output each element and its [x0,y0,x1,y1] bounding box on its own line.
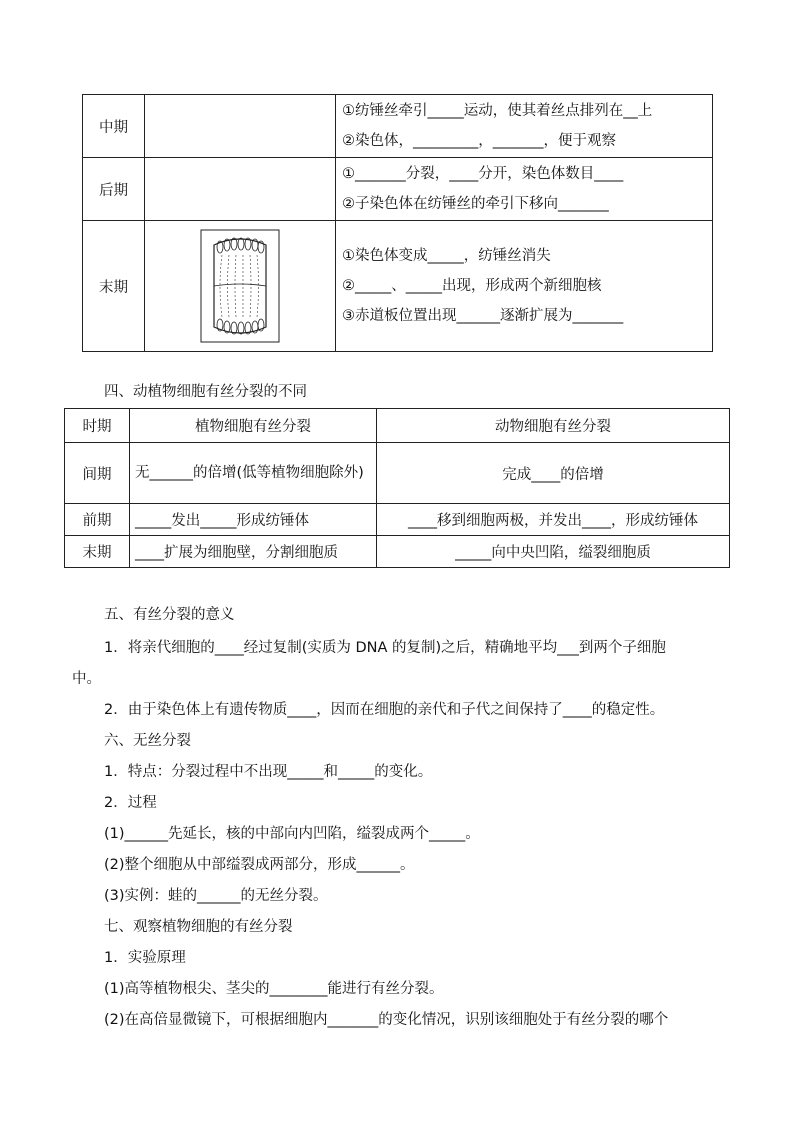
header-cell: 植物细胞有丝分裂 [130,409,377,443]
table-row [65,536,730,568]
paragraph: 2．过程 [104,795,157,811]
animal-cell: ____移到细胞两极，并发出____，形成纺锤体 [377,504,730,536]
stage-cell: 前期 [65,504,130,536]
animal-cell: _____向中央凹陷，缢裂细胞质 [377,536,730,568]
paragraph: 1．实验原理 [104,950,186,966]
plant-animal-comparison-table [64,408,730,568]
table-row [65,443,730,504]
paragraph: 2．由于染色体上有遗传物质____，因而在细胞的亲代和子代之间保持了____的稳定性。 [104,702,665,718]
plant-cell: ____扩展为细胞壁，分割细胞质 [130,536,377,568]
plant-cell: _____发出_____形成纺锤体 [130,504,377,536]
paragraph: 1．将亲代细胞的____经过复制(实质为 DNA 的复制)之后，精确地平均___到两个子细胞 [104,640,666,656]
table-row [83,95,713,158]
table-header-row [65,409,730,443]
description-line: ③赤道板位置出现______逐渐扩展为_______ [342,308,624,324]
figure-cell [145,221,336,352]
section-7-title: 七、观察植物细胞的有丝分裂 [104,919,293,935]
stage-cell: 末期 [65,536,130,568]
figure-cell [145,95,336,158]
description-line: ①_______分裂，____分开，染色体数目____ [342,166,624,182]
description-line: ②子染色体在纺锤丝的牵引下移向_______ [342,196,609,212]
paragraph: 中。 [72,671,101,687]
figure-cell [145,158,336,221]
paragraph: (2)在高倍显微镜下，可根据细胞内_______的变化情况，识别该细胞处于有丝分裂的哪个 [104,1012,669,1028]
section-5-title: 五、有丝分裂的意义 [104,607,235,623]
animal-cell: 完成____的倍增 [377,443,730,504]
telophase-cell-diagram [200,229,280,343]
description-line: ①染色体变成_____，纺锤丝消失 [342,248,551,264]
stage-cell: 末期 [83,221,145,352]
paragraph: (2)整个细胞从中部缢裂成两部分，形成______。 [104,857,415,873]
description-cell [336,221,713,352]
description-line: ②染色体，_________，_______，便于观察 [342,133,616,149]
section-6-title: 六、无丝分裂 [104,733,191,749]
description-line: ①纺锤丝牵引_____运动，使其着丝点排列在__上 [342,103,653,119]
paragraph: 1．特点：分裂过程中不出现_____和_____的变化。 [104,764,433,780]
mitosis-stage-table [82,94,713,352]
description-line: ②_____、_____出现，形成两个新细胞核 [342,278,602,294]
description-cell [336,158,713,221]
plant-cell: 无______的倍增(低等植物细胞除外) [130,443,377,504]
table-row [83,158,713,221]
table-row [83,221,713,352]
header-cell: 时期 [65,409,130,443]
header-cell: 动物细胞有丝分裂 [377,409,730,443]
stage-cell: 中期 [83,95,145,158]
paragraph: (3)实例：蛙的______的无丝分裂。 [104,888,328,904]
paragraph: (1)______先延长，核的中部向内凹陷，缢裂成两个_____。 [104,826,480,842]
table-row [65,504,730,536]
paragraph: (1)高等植物根尖、茎尖的________能进行有丝分裂。 [104,981,444,997]
section-4-title: 四、动植物细胞有丝分裂的不同 [104,384,307,400]
stage-cell: 间期 [65,443,130,504]
stage-cell: 后期 [83,158,145,221]
description-cell [336,95,713,158]
